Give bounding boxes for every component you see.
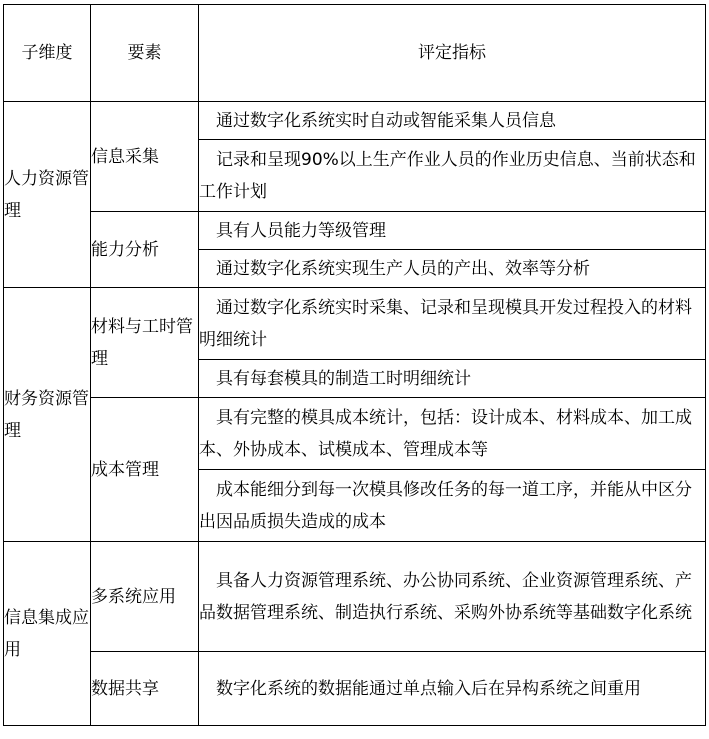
element-label: 多系统应用: [91, 586, 176, 607]
indicator-cell: 通过数字化系统实时采集、记录和呈现模具开发过程投入的材料明细统计: [199, 288, 706, 360]
table-header-row: [4, 5, 706, 102]
table-row: [4, 542, 706, 652]
header-element: 要素: [91, 5, 199, 102]
element-label: 信息采集: [91, 146, 159, 167]
element-cell: [91, 288, 199, 398]
dimension-cell: [4, 102, 91, 288]
indicator-cell: 具有完整的模具成本统计，包括：设计成本、材料成本、加工成本、外协成本、试模成本、管理成本等: [199, 398, 706, 470]
dimension-cell: [4, 542, 91, 726]
indicator-cell: 数字化系统的数据能通过单点输入后在异构系统之间重用: [199, 652, 706, 726]
table-row: [4, 652, 706, 726]
element-label: 能力分析: [91, 239, 159, 260]
element-label: 数据共享: [91, 678, 159, 699]
header-indicator: 评定指标: [199, 5, 706, 102]
table-row: [4, 212, 706, 250]
table-row: [4, 102, 706, 140]
header-dimension: 子维度: [4, 5, 91, 102]
table-row: [4, 288, 706, 360]
indicator-cell: 成本能细分到每一次模具修改任务的每一道工序，并能从中区分出因品质损失造成的成本: [199, 470, 706, 542]
indicator-cell: 具有每套模具的制造工时明细统计: [199, 360, 706, 398]
dimension-label: 信息集成应用: [4, 607, 89, 660]
indicator-cell: 记录和呈现90%以上生产作业人员的作业历史信息、当前状态和工作计划: [199, 140, 706, 212]
indicator-cell: 具备人力资源管理系统、办公协同系统、企业资源管理系统、产品数据管理系统、制造执行系统、采购外协系统等基础数字化系统: [199, 542, 706, 652]
indicator-cell: 通过数字化系统实时自动或智能采集人员信息: [199, 102, 706, 140]
table-row: [4, 398, 706, 470]
element-label: 成本管理: [91, 459, 159, 480]
element-cell: [91, 542, 199, 652]
dimension-label: 财务资源管理: [4, 388, 89, 441]
element-cell: [91, 398, 199, 542]
element-cell: [91, 652, 199, 726]
dimension-cell: [4, 288, 91, 542]
element-cell: [91, 102, 199, 212]
element-label: 材料与工时管理: [91, 316, 193, 369]
indicator-cell: 通过数字化系统实现生产人员的产出、效率等分析: [199, 250, 706, 288]
dimension-label: 人力资源管理: [4, 168, 89, 221]
evaluation-table: [3, 4, 706, 726]
indicator-cell: 具有人员能力等级管理: [199, 212, 706, 250]
element-cell: [91, 212, 199, 288]
